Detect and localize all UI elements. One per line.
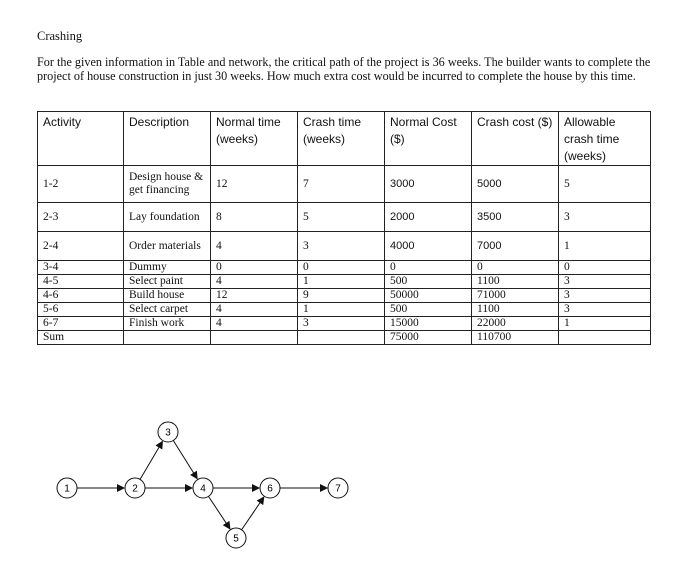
cell-crash-time: 1 (298, 275, 385, 289)
cell-description: Design house & get financing (124, 166, 211, 203)
cell-allowable: 3 (559, 275, 651, 289)
cell-normal-cost: 500 (385, 275, 472, 289)
cell-description: Order materials (124, 232, 211, 261)
cell-activity: 3-4 (38, 261, 124, 275)
cell-activity: 1-2 (38, 166, 124, 203)
cell-description: Dummy (124, 261, 211, 275)
cell-description: Select paint (124, 275, 211, 289)
cell-normal-cost: 0 (385, 261, 472, 275)
cell-allowable: 1 (559, 232, 651, 261)
node-label-6: 6 (267, 483, 273, 495)
cell-allowable: 3 (559, 289, 651, 303)
cell-normal-time: 4 (211, 317, 298, 331)
cell-crash-cost: 22000 (472, 317, 559, 331)
cell-crash-cost: 1100 (472, 275, 559, 289)
col-header-normal-time: Normal time (weeks) (211, 112, 298, 166)
cell-normal-time: 0 (211, 261, 298, 275)
cell-crash-time: 3 (298, 232, 385, 261)
cell-crash-cost: 0 (472, 261, 559, 275)
node-label-4: 4 (200, 483, 206, 495)
node-label-3: 3 (165, 427, 171, 439)
cell-crash-time: 0 (298, 261, 385, 275)
cell-activity: 4-6 (38, 289, 124, 303)
cell-normal-time: 4 (211, 232, 298, 261)
cell-crash-cost: 3500 (472, 203, 559, 232)
cell-crash-time: 9 (298, 289, 385, 303)
col-header-allowable: Allowable crash time (weeks) (559, 112, 651, 166)
cell-normal-cost: 2000 (385, 203, 472, 232)
cell-allowable: 1 (559, 317, 651, 331)
edge-3-4 (173, 440, 197, 478)
cell-normal-cost: 15000 (385, 317, 472, 331)
cell-crash-time: 7 (298, 166, 385, 203)
node-label-5: 5 (233, 533, 239, 545)
cell-normal-cost: 3000 (385, 166, 472, 203)
edge-5-6 (242, 497, 264, 530)
col-header-crash-cost: Crash cost ($) (472, 112, 559, 166)
cell-normal-time: 12 (211, 289, 298, 303)
cell-allowable: 0 (559, 261, 651, 275)
cell-crash-time: 5 (298, 203, 385, 232)
cell-activity: 2-3 (38, 203, 124, 232)
cell-normal-time: 12 (211, 166, 298, 203)
node-label-1: 1 (64, 483, 70, 495)
col-header-description: Description (124, 112, 211, 166)
cell-sum-label: Sum (38, 331, 124, 345)
cell-description: Select carpet (124, 303, 211, 317)
cell-description: Finish work (124, 317, 211, 331)
node-label-7: 7 (335, 483, 341, 495)
cell-activity: 4-5 (38, 275, 124, 289)
problem-statement: For the given information in Table and network, the critical path of the project is 36 weeks. The builder wants to complete the project of house construction in just 30 weeks. How much extra cost would be incurred to complete the house by this time. (37, 55, 651, 83)
cell-allowable: 5 (559, 166, 651, 203)
cell-allowable: 3 (559, 303, 651, 317)
cell-description: Lay foundation (124, 203, 211, 232)
cell-sum-crash-cost: 110700 (472, 331, 559, 345)
cell-normal-cost: 500 (385, 303, 472, 317)
col-header-activity: Activity (38, 112, 124, 166)
cell-crash-time: 3 (298, 317, 385, 331)
cell-normal-cost: 4000 (385, 232, 472, 261)
page-title: Crashing (37, 29, 83, 43)
cell-normal-time: 4 (211, 303, 298, 317)
cell-activity: 2-4 (38, 232, 124, 261)
cell-description: Build house (124, 289, 211, 303)
col-header-normal-cost: Normal Cost ($) (385, 112, 472, 166)
edge-2-3 (140, 441, 162, 479)
cell-crash-cost: 5000 (472, 166, 559, 203)
edge-4-5 (209, 496, 230, 528)
cell-normal-time: 4 (211, 275, 298, 289)
cell-activity: 6-7 (38, 317, 124, 331)
col-header-crash-time: Crash time (weeks) (298, 112, 385, 166)
cell-crash-time: 1 (298, 303, 385, 317)
node-label-2: 2 (132, 483, 138, 495)
cell-normal-time: 8 (211, 203, 298, 232)
cell-activity: 5-6 (38, 303, 124, 317)
cell-crash-cost: 1100 (472, 303, 559, 317)
cell-normal-cost: 50000 (385, 289, 472, 303)
cell-crash-cost: 71000 (472, 289, 559, 303)
cell-crash-cost: 7000 (472, 232, 559, 261)
cell-allowable: 3 (559, 203, 651, 232)
cell-sum-normal-cost: 75000 (385, 331, 472, 345)
